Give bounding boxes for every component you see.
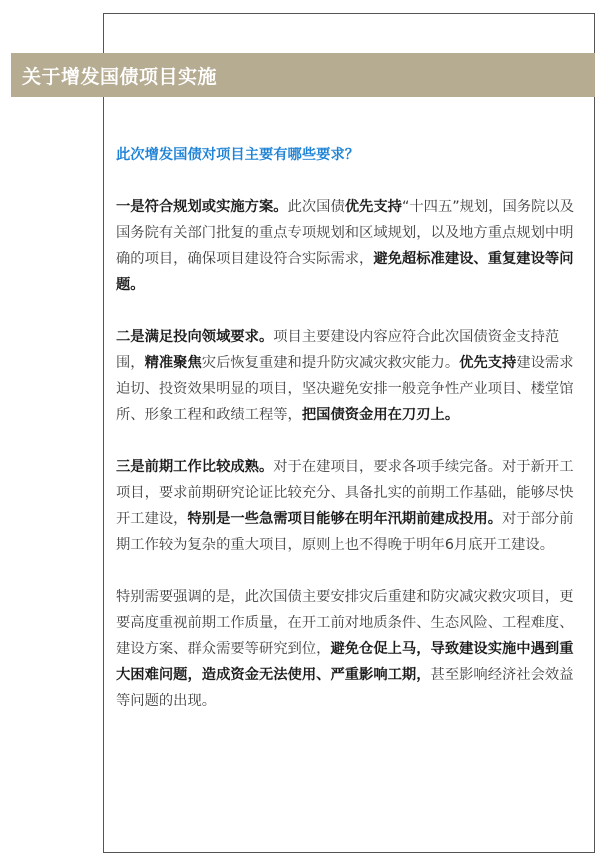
bold-text: 优先支持	[344, 199, 402, 215]
bold-text: 精准聚焦	[144, 355, 202, 371]
paragraph	[116, 324, 580, 428]
text-run: “十四五”规划，国务院以及国务院有关部门批复的重点专项规划和区域规划，以及地方重点规划中明确的项目，确保项目建设符合实际需求，	[116, 199, 575, 267]
section-title: 关于增发国债项目实施	[22, 66, 218, 88]
bold-text: 避免仓促上马，导致建设实施中遇到重大困难问题，造成资金无法使用、严重影响工期，	[116, 641, 574, 683]
bold-text: 避免超标准建设、重复建设等问题。	[116, 251, 574, 293]
text-run: 灾后恢复重建和提升防灾减灾救灾能力。	[201, 355, 460, 371]
bold-text: 二是满足投向领域要求。	[116, 329, 274, 345]
text-run: 对于部分前期工作较为复杂的重大项目，原则上也不得晚于明年6月底开工建设。	[116, 511, 574, 553]
text-run: 项目主要建设内容应符合此次国债资金支持范围，	[116, 329, 560, 371]
bold-text: 优先支持	[459, 355, 517, 371]
paragraph-list	[116, 194, 580, 714]
bold-text: 把国债资金用在刀刃上。	[301, 407, 460, 423]
paragraph	[116, 194, 580, 298]
paragraph	[116, 454, 580, 558]
text-run: 甚至影响经济社会效益等问题的出现。	[116, 667, 574, 709]
text-run: 对于在建项目，要求各项手续完备。对于新开工项目，要求前期研究论证比较充分、具备扎实的前期工作基础，能够尽快开工建设，	[116, 459, 574, 527]
text-run: 此次国债	[287, 199, 345, 215]
bold-text: 特别是一些急需项目能够在明年汛期前建成投用。	[187, 511, 503, 527]
article-body	[116, 142, 580, 740]
bold-text: 三是前期工作比较成熟。	[116, 459, 274, 475]
paragraph	[116, 584, 580, 714]
section-title-bar	[11, 53, 595, 97]
text-run: 建设需求迫切、投资效果明显的项目，坚决避免安排一般竞争性产业项目、楼堂馆所、形象工程和政绩工程等，	[116, 355, 574, 423]
question-heading: 此次增发国债对项目主要有哪些要求？	[116, 147, 360, 163]
text-run: 特别需要强调的是，此次国债主要安排灾后重建和防灾减灾救灾项目，更要高度重视前期工作质量，在开工前对地质条件、生态风险、工程难度、建设方案、群众需要等研究到位，	[116, 589, 574, 657]
bold-text: 一是符合规划或实施方案。	[116, 199, 288, 215]
